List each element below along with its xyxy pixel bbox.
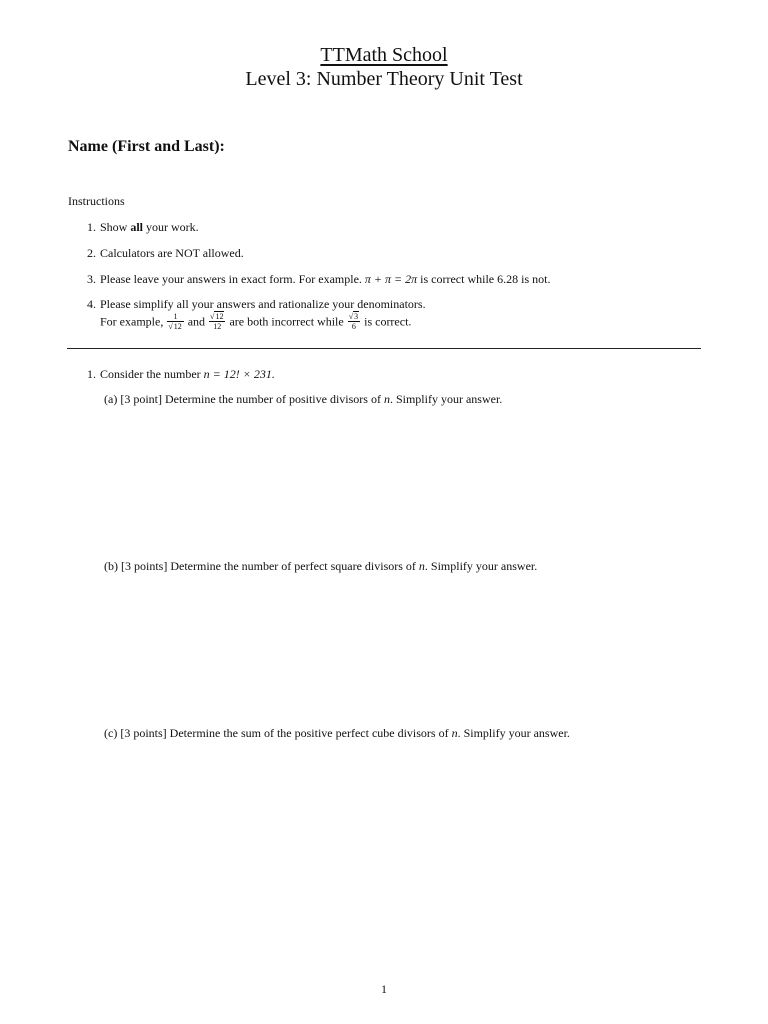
fraction-example-3: $\frac{√3}{6}$ [348,312,359,331]
problem-1c: (c) [3 points] Determine the sum of the positive perfect cube divisors of n. Simplify your answer. [104,726,570,740]
page-number: 1 [381,982,387,996]
name-label: Name (First and Last): [68,138,225,155]
instruction-item-4-examples: For example, $\frac{1}{√12}$ and $\frac{√12}{12}$ are both incorrect while $\frac{√3}{6}$ is correct. [100,312,412,331]
test-title: Level 3: Number Theory Unit Test [245,68,523,90]
problem-1b: (b) [3 points] Determine the number of perfect square divisors of n. Simplify your answer. [104,559,538,573]
instructions-heading: Instructions [68,194,125,208]
problem-1a: (a) [3 point] Determine the number of positive divisors of n. Simplify your answer. [104,392,503,406]
fraction-example-2: $\frac{√12}{12}$ [210,312,224,331]
school-name: TTMath School [320,44,448,66]
fraction-example-1: $\frac{1}{√12}$ [168,312,182,331]
section-divider [67,348,701,349]
